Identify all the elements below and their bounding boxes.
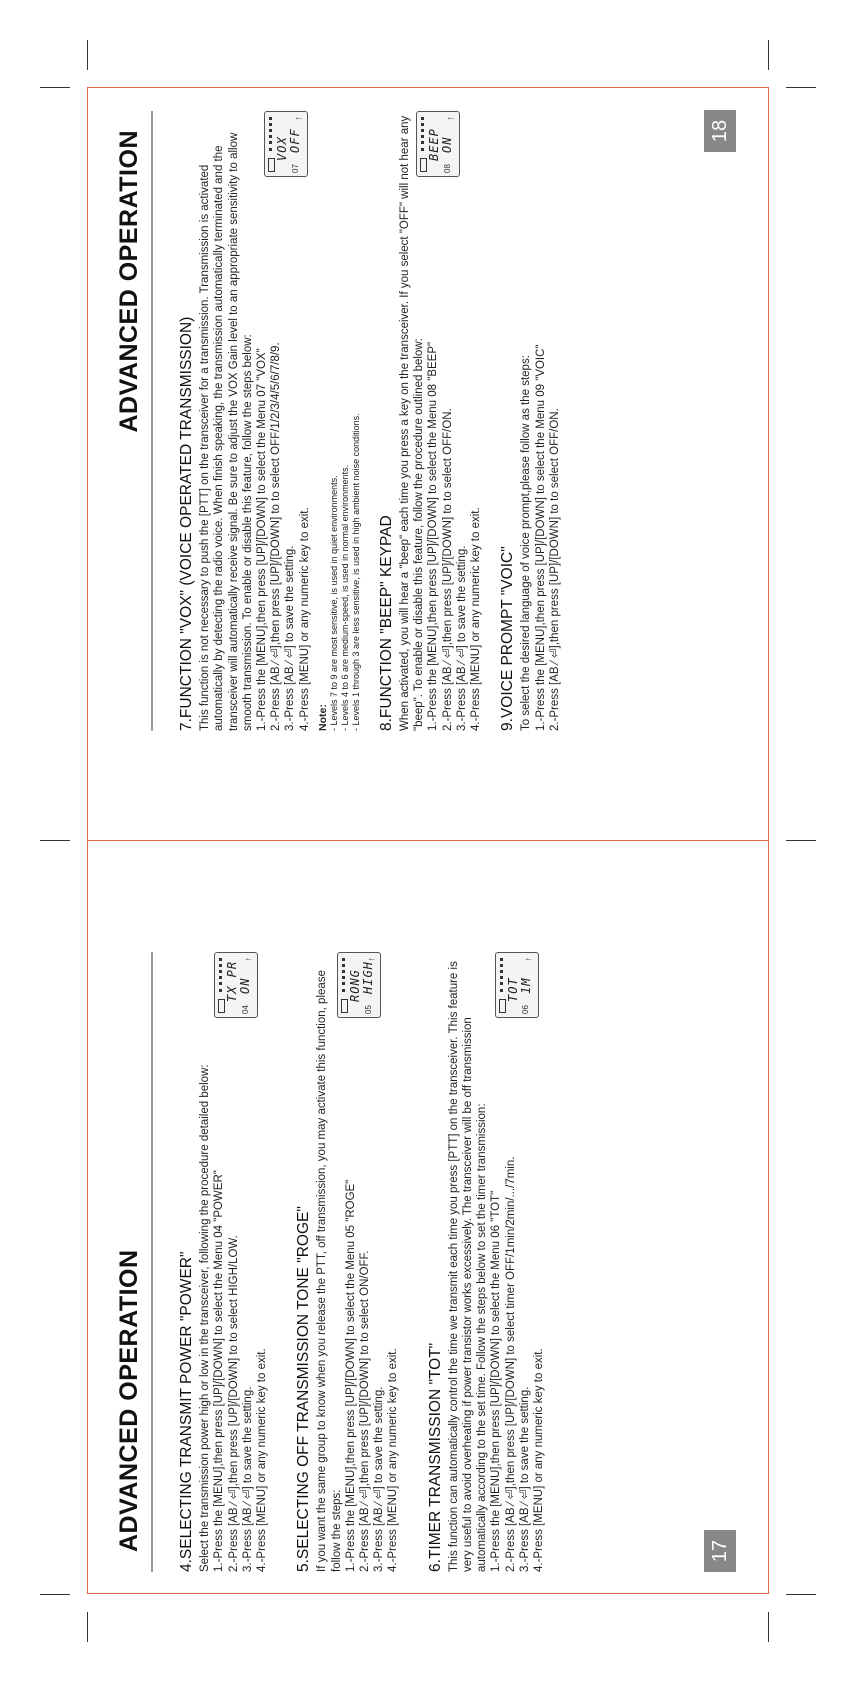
lcd-line-1: VOX [275,136,289,161]
lcd-menu-number: 06 [521,1005,531,1014]
header-rule [151,111,153,731]
section-intro: This function is not necessary to push the [PTT] on the transceiver for a transmission. Transmission is activated automatically by detecting the radio voice. When finish speaking, the transmission automatically terminated and the transceiver will automatically receive signal. Be sure to adjust the VOX Gain level to an appropriate sensitivity to allow smooth transmission. To enable or disable this feature, follow the steps below: [199,132,254,731]
battery-icon [420,158,427,172]
arrow-up-icon: ↑ [444,116,455,121]
step: 4.-Press [MENU] or any numeric key to exit. [387,1348,400,1572]
section-tot [426,952,547,1572]
steps-list [212,952,269,1572]
lcd-display [214,952,258,1018]
lcd-line-1: TX PR [225,960,239,1002]
lcd-display [495,952,539,1018]
page-content [180,952,564,1572]
note-line: - Levels 4 to 6 are medium-speed, is used in normal environments. [339,464,350,731]
section-title: 6.TIMER TRANSMISSION "TOT" [426,1342,444,1572]
section-voice-prompt [501,111,562,731]
section-title: 7.FUNCTION "VOX" (VOICE OPERATED TRANSMISSION) [178,316,195,731]
arrow-up-icon: ↑ [366,957,377,962]
step: 2.-Press [AB ⁄ ⏎],then press [UP]/[DOWN] to to select OFF/ON. [441,408,454,731]
lcd-menu-number: 05 [364,1005,374,1014]
page-content [180,111,580,731]
step: 4.-Press [MENU] or any numeric key to exit. [470,507,483,731]
step: 2.-Press [AB ⁄ ⏎],then press [UP]/[DOWN] to to select ON/OFF. [359,1250,372,1572]
step: 3.-Press [AB ⁄ ⏎] to save the setting. [284,545,297,731]
lcd-display [416,111,460,177]
arrow-up-icon: ↑ [242,957,253,962]
lcd-line-2: 1M [518,977,533,994]
lcd-menu-number: 08 [442,164,452,173]
step: 1.-Press the [MENU],then press [UP]/[DOWN] to select the Menu 04 "POWER" [213,1170,226,1572]
step: 1.-Press the [MENU],then press [UP]/[DOWN] to select the Menu 08 "BEEP" [427,341,440,731]
step: 2.-Press [AB ⁄ ⏎],then press [UP]/[DOWN] to to select OFF/ON. [548,408,561,731]
lcd-display [264,111,308,177]
section-beep [377,111,483,731]
steps-list [344,952,401,1572]
battery-icon [499,999,506,1013]
section-intro: This function can automatically control the time we transmit each time you press [PTT] on the transceiver. This feature is very useful to avoid overheating if power transistor works excessively. The transceiver will be off transmission automatically according to the set time. Follow the steps below to set the timer transmission: [447,961,489,1572]
battery-icon [341,999,348,1013]
lcd-line-2: HIGH [361,961,376,994]
note-line: - Levels 1 through 3 are less sensitive, is used in high ambient noise conditions. [350,413,361,731]
page-header: ADVANCED OPERATION [115,1249,143,1552]
lcd-menu-number: 04 [240,1005,250,1014]
note-label: Note: [316,704,329,731]
steps-list [489,952,546,1572]
section-intro: Select the transmission power high or low in the transceiver, following the procedure detailed below: [199,1064,212,1572]
step: 4.-Press [MENU] or any numeric key to exit. [298,507,311,731]
lcd-line-1: TOT [505,977,520,1002]
steps-list [426,111,483,731]
lcd-display [337,952,381,1018]
header-rule [151,952,153,1572]
section-title: 8.FUNCTION "BEEP" KEYPAD [377,515,395,731]
battery-icon [268,158,275,172]
section-transmit-power [180,952,269,1572]
arrow-up-icon: ↑ [292,116,303,121]
section-intro: When activated, you will hear a "beep" each time you press a key on the transceiver. If you select "OFF" will not hear any "beep". To enable or disable this feature, follow the procedure outlined below: [399,115,426,731]
steps-list [255,111,312,731]
lcd-line-1: RONG [348,969,363,1002]
step: 3.-Press [AB ⁄ ⏎] to save the setting. [373,1386,386,1572]
arrow-up-icon: ↑ [523,957,534,962]
lcd-line-2: OFF [288,128,302,153]
step: 3.-Press [AB ⁄ ⏎] to save the setting. [241,1386,254,1572]
section-title: 5.SELECTING OFF TRANSMISSION TONE "ROGE" [295,1206,313,1572]
step: 1.-Press the [MENU],then press [UP]/[DOWN] to select the Menu 05 "ROGE" [344,1179,357,1572]
section-intro: To select the desired language of voice prompt,please follow as the steps: [520,355,533,731]
step: 2.-Press [AB ⁄ ⏎],then press [UP]/[DOWN] to select timer OFF/1min/2min/.../7min. [504,1156,517,1572]
step: 1.-Press the [MENU],then press [UP]/[DOWN] to select the Menu 07 "VOX" [256,348,269,731]
section-roge [297,952,400,1572]
page-number: 17 [704,1530,736,1572]
section-title: 4.SELECTING TRANSMIT POWER "POWER" [178,1251,195,1572]
section-title: 9.VOICE PROMPT "VOIC" [499,546,517,731]
note-line: - Levels 7 to 9 are most sensitive, is used in quiet environments. [328,475,339,731]
section-intro: If you want the same group to know when you release the PTT, off transmission, you may activate this function, please follow the steps: [316,970,343,1572]
page-17 [0,841,856,1682]
lcd-line-1: BEEP [426,128,441,161]
step: 4.-Press [MENU] or any numeric key to exit. [256,1348,269,1572]
step: 1.-Press the [MENU],then press [UP]/[DOWN] to select the Menu 06 "TOT" [490,1190,503,1572]
page-number: 18 [704,110,736,152]
lcd-line-2: ON [238,977,252,994]
steps-list [534,111,562,731]
lcd-line-2: ON [439,136,454,153]
signal-icon [421,117,427,151]
battery-icon [218,999,225,1013]
page-header: ADVANCED OPERATION [115,130,143,433]
step: 1.-Press the [MENU],then press [UP]/[DOWN] to select the Menu 09 "VOIC" [534,344,547,731]
step: 3.-Press [AB ⁄ ⏎] to save the setting. [518,1386,531,1572]
note-block [318,111,362,731]
signal-icon [500,958,506,992]
section-vox [180,111,362,731]
step: 3.-Press [AB ⁄ ⏎] to save the setting. [455,545,468,731]
step: 2.-Press [AB ⁄ ⏎],then press [UP]/[DOWN] to to select OFF/1/2/3/4/5/6/7/8/9. [270,342,283,731]
lcd-menu-number: 07 [290,164,300,173]
step: 2.-Press [AB ⁄ ⏎],then press [UP]/[DOWN] to to select HIGH/LOW. [227,1235,240,1572]
step: 4.-Press [MENU] or any numeric key to exit. [533,1348,546,1572]
